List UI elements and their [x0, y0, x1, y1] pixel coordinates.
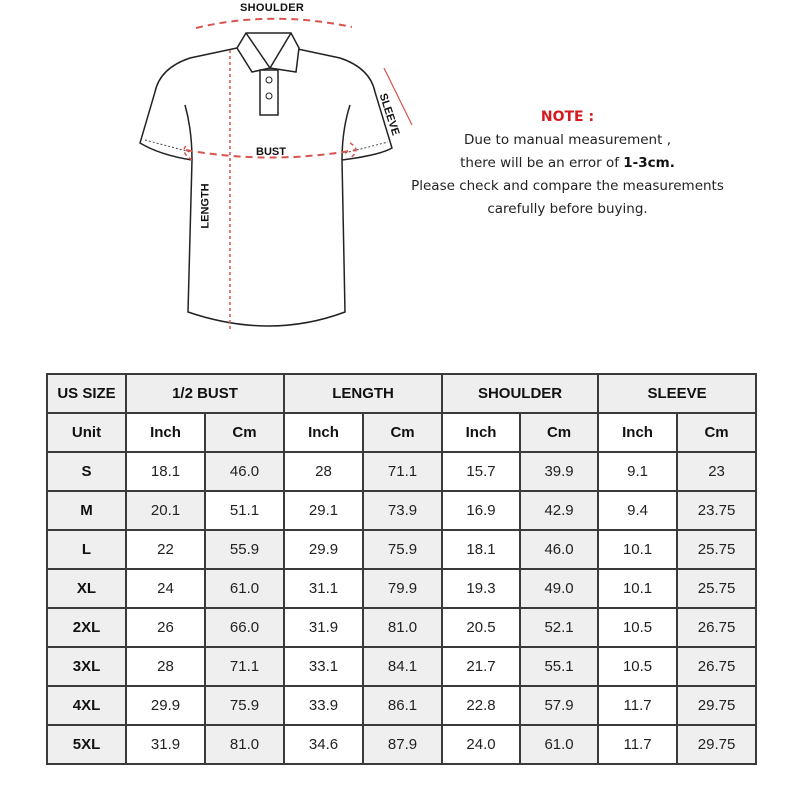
- unit-cell: Inch: [284, 413, 363, 452]
- value-cell: 15.7: [442, 452, 520, 491]
- table-row: [47, 608, 756, 647]
- length-label: LENGTH: [199, 183, 212, 229]
- value-cell: 26: [126, 608, 205, 647]
- value-cell: 52.1: [520, 608, 598, 647]
- value-cell: 25.75: [677, 530, 756, 569]
- value-cell: 10.5: [598, 608, 677, 647]
- value-cell: 61.0: [520, 725, 598, 764]
- value-cell: 25.75: [677, 569, 756, 608]
- group-header-row: [47, 374, 756, 413]
- value-cell: 51.1: [205, 491, 284, 530]
- value-cell: 87.9: [363, 725, 442, 764]
- value-cell: 86.1: [363, 686, 442, 725]
- shoulder-header: SHOULDER: [442, 374, 598, 413]
- value-cell: 73.9: [363, 491, 442, 530]
- value-cell: 81.0: [205, 725, 284, 764]
- value-cell: 81.0: [363, 608, 442, 647]
- size-chart-table: [46, 373, 757, 765]
- value-cell: 34.6: [284, 725, 363, 764]
- value-cell: 10.1: [598, 530, 677, 569]
- value-cell: 29.1: [284, 491, 363, 530]
- unit-label: Unit: [47, 413, 126, 452]
- value-cell: 19.3: [442, 569, 520, 608]
- unit-cell: Inch: [442, 413, 520, 452]
- size-cell: S: [47, 452, 126, 491]
- value-cell: 46.0: [520, 530, 598, 569]
- note-line-3: Please check and compare the measurements: [411, 178, 724, 194]
- value-cell: 79.9: [363, 569, 442, 608]
- value-cell: 20.1: [126, 491, 205, 530]
- sleeve-label: SLEEVE: [376, 92, 402, 137]
- table-row: [47, 491, 756, 530]
- measurement-note: [400, 106, 735, 221]
- value-cell: 42.9: [520, 491, 598, 530]
- value-cell: 16.9: [442, 491, 520, 530]
- note-line-2-text: there will be an error of: [460, 155, 624, 171]
- value-cell: 29.75: [677, 686, 756, 725]
- value-cell: 28: [126, 647, 205, 686]
- value-cell: 29.75: [677, 725, 756, 764]
- value-cell: 18.1: [442, 530, 520, 569]
- size-cell: 4XL: [47, 686, 126, 725]
- value-cell: 11.7: [598, 686, 677, 725]
- table-row: [47, 452, 756, 491]
- table-row: [47, 686, 756, 725]
- value-cell: 21.7: [442, 647, 520, 686]
- value-cell: 55.1: [520, 647, 598, 686]
- size-cell: 3XL: [47, 647, 126, 686]
- value-cell: 61.0: [205, 569, 284, 608]
- value-cell: 31.1: [284, 569, 363, 608]
- bust-label: BUST: [256, 146, 286, 158]
- value-cell: 29.9: [284, 530, 363, 569]
- size-cell: M: [47, 491, 126, 530]
- value-cell: 9.4: [598, 491, 677, 530]
- value-cell: 10.1: [598, 569, 677, 608]
- value-cell: 46.0: [205, 452, 284, 491]
- note-line-1: Due to manual measurement ,: [463, 132, 671, 148]
- value-cell: 39.9: [520, 452, 598, 491]
- value-cell: 31.9: [284, 608, 363, 647]
- table-row: [47, 725, 756, 764]
- value-cell: 28: [284, 452, 363, 491]
- note-line-4: carefully before buying.: [487, 201, 648, 217]
- value-cell: 24: [126, 569, 205, 608]
- value-cell: 71.1: [363, 452, 442, 491]
- unit-cell: Cm: [205, 413, 284, 452]
- bust-header: 1/2 BUST: [126, 374, 284, 413]
- size-cell: XL: [47, 569, 126, 608]
- value-cell: 71.1: [205, 647, 284, 686]
- value-cell: 9.1: [598, 452, 677, 491]
- table-row: [47, 647, 756, 686]
- table-row: [47, 530, 756, 569]
- value-cell: 10.5: [598, 647, 677, 686]
- value-cell: 22.8: [442, 686, 520, 725]
- length-header: LENGTH: [284, 374, 442, 413]
- value-cell: 22: [126, 530, 205, 569]
- value-cell: 23: [677, 452, 756, 491]
- value-cell: 49.0: [520, 569, 598, 608]
- shoulder-label: SHOULDER: [240, 2, 305, 14]
- note-title: NOTE :: [540, 109, 595, 125]
- value-cell: 84.1: [363, 647, 442, 686]
- value-cell: 29.9: [126, 686, 205, 725]
- value-cell: 11.7: [598, 725, 677, 764]
- unit-cell: Cm: [677, 413, 756, 452]
- value-cell: 55.9: [205, 530, 284, 569]
- value-cell: 26.75: [677, 647, 756, 686]
- unit-row: [47, 413, 756, 452]
- value-cell: 23.75: [677, 491, 756, 530]
- value-cell: 31.9: [126, 725, 205, 764]
- value-cell: 75.9: [363, 530, 442, 569]
- value-cell: 75.9: [205, 686, 284, 725]
- value-cell: 33.9: [284, 686, 363, 725]
- sleeve-header: SLEEVE: [598, 374, 756, 413]
- us-size-header: US SIZE: [47, 374, 126, 413]
- value-cell: 20.5: [442, 608, 520, 647]
- unit-cell: Cm: [363, 413, 442, 452]
- error-range: 1-3cm.: [623, 155, 675, 171]
- unit-cell: Inch: [126, 413, 205, 452]
- unit-cell: Inch: [598, 413, 677, 452]
- value-cell: 24.0: [442, 725, 520, 764]
- value-cell: 26.75: [677, 608, 756, 647]
- size-cell: L: [47, 530, 126, 569]
- table-row: [47, 569, 756, 608]
- size-cell: 2XL: [47, 608, 126, 647]
- value-cell: 33.1: [284, 647, 363, 686]
- size-cell: 5XL: [47, 725, 126, 764]
- unit-cell: Cm: [520, 413, 598, 452]
- note-line-2: [400, 152, 735, 175]
- value-cell: 66.0: [205, 608, 284, 647]
- value-cell: 18.1: [126, 452, 205, 491]
- value-cell: 57.9: [520, 686, 598, 725]
